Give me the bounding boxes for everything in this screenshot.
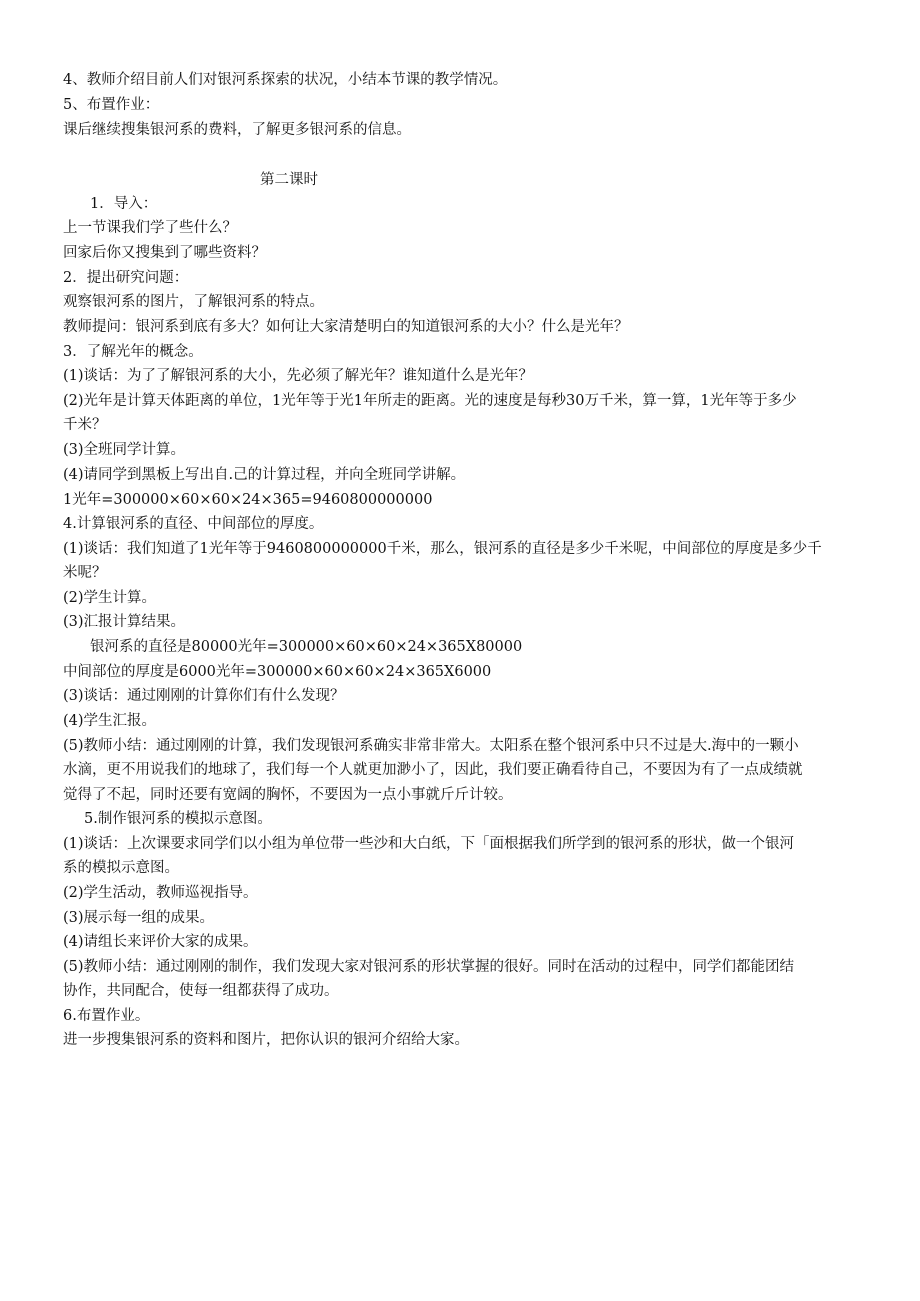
text-line: 上一节课我们学了些什么？ bbox=[63, 220, 237, 236]
text-line: 米呢？ bbox=[63, 565, 107, 581]
text-line: 1光年=300000×60×60×24×365=9460800000000 bbox=[63, 492, 433, 508]
text-line: (3)展示每一组的成果。 bbox=[63, 910, 215, 926]
text-line: 千米？ bbox=[63, 417, 107, 433]
text-line: (1)谈话：为了了解银河系的大小，先必须了解光年？谁知道什么是光年？ bbox=[63, 368, 534, 384]
text-line: (2)光年是计算天体距离的单位，1光年等于光1年所走的距离。光的速度是每秒30万千米，算一算，1光年等于多少 bbox=[63, 393, 797, 409]
text-line: (2)学生活动，教师巡视指导。 bbox=[63, 885, 258, 901]
text-line: 1．导入： bbox=[90, 196, 158, 212]
text-line: 4.计算银河系的直径、中间部位的厚度。 bbox=[63, 516, 324, 532]
text-line: 水滴，更不用说我们的地球了，我们每一个人就更加渺小了，因此，我们要正确看待自己，不要因为有了一点成绩就 bbox=[63, 762, 803, 778]
text-line: 2．提出研究问题： bbox=[63, 270, 189, 286]
text-line: (1)谈话：我们知道了1光年等于9460800000000千米，那么，银河系的直径是多少千米呢，中间部位的厚度是多少千 bbox=[63, 541, 822, 557]
text-line: 5.制作银河系的模拟示意图。 bbox=[84, 811, 272, 827]
text-line: 回家后你又搜集到了哪些资料？ bbox=[63, 245, 266, 261]
text-line: 课后继续搜集银河系的费料，了解更多银河系的信息。 bbox=[63, 122, 411, 138]
text-line: 4、教师介绍目前人们对银河系探索的状况，小结本节课的教学情况。 bbox=[63, 72, 508, 88]
text-line: (4)请同学到黑板上写出自.己的计算过程，并向全班同学讲解。 bbox=[63, 467, 466, 483]
text-line: 中间部位的厚度是6000光年=300000×60×60×24×365X6000 bbox=[63, 664, 492, 680]
text-line: 进一步搜集银河系的资料和图片，把你认识的银河介绍给大家。 bbox=[63, 1032, 469, 1048]
section-heading: 第二课时 bbox=[260, 172, 318, 188]
text-line: (5)教师小结：通过刚刚的计算，我们发现银河系确实非常非常大。太阳系在整个银河系中只不过是大.海中的一颗小 bbox=[63, 738, 799, 754]
text-line: 3．了解光年的概念。 bbox=[63, 344, 203, 360]
text-line: (5)教师小结：通过刚刚的制作，我们发现大家对银河系的形状掌握的很好。同时在活动的过程中，同学们都能团结 bbox=[63, 959, 795, 975]
text-line: (3)汇报计算结果。 bbox=[63, 614, 186, 630]
text-line: (4)学生汇报。 bbox=[63, 713, 157, 729]
text-line: (4)请组长来评价大家的成果。 bbox=[63, 934, 258, 950]
text-line: (2)学生计算。 bbox=[63, 590, 157, 606]
text-line: 协作，共同配合，使每一组都获得了成功。 bbox=[63, 983, 339, 999]
text-line: (3)全班同学计算。 bbox=[63, 442, 186, 458]
text-line: 观察银河系的图片，了解银河系的特点。 bbox=[63, 294, 324, 310]
text-line: 教师提问：银河系到底有多大？如何让大家清楚明白的知道银河系的大小？什么是光年？ bbox=[63, 319, 629, 335]
text-line: 银河系的直径是80000光年=300000×60×60×24×365X80000 bbox=[90, 639, 523, 655]
text-line: (1)谈话：上次课要求同学们以小组为单位带一些沙和大白纸，下「面根据我们所学到的银河系的形状，做一个银河 bbox=[63, 836, 795, 852]
text-line: 5、布置作业： bbox=[63, 97, 160, 113]
text-line: (3)谈话：通过刚刚的计算你们有什么发现？ bbox=[63, 688, 345, 704]
text-line: 觉得了不起，同时还要有宽阔的胸怀，不要因为一点小事就斤斤计较。 bbox=[63, 787, 513, 803]
text-line: 系的模拟示意图。 bbox=[63, 860, 179, 876]
text-line: 6.布置作业。 bbox=[63, 1008, 150, 1024]
